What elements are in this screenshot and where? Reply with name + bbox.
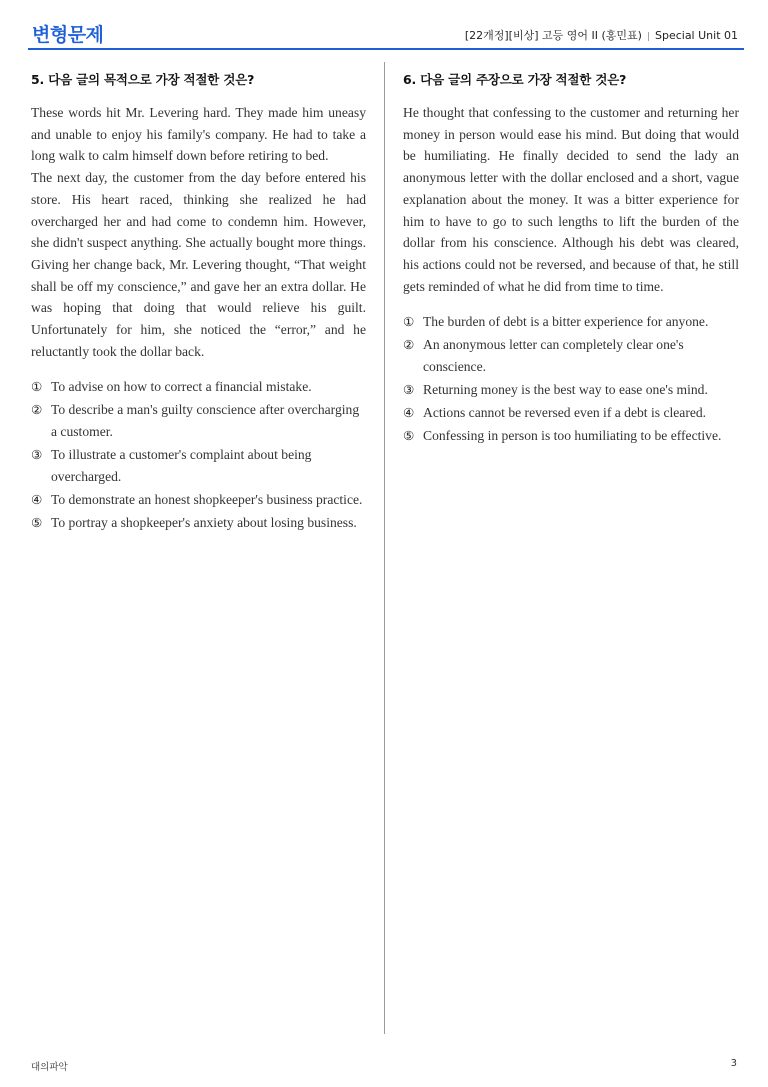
question-title: 6. 다음 글의 주장으로 가장 적절한 것은? xyxy=(403,72,627,87)
answer-choice[interactable] xyxy=(31,489,366,511)
answer-choices xyxy=(403,311,739,447)
choice-number: ⑤ xyxy=(31,515,43,531)
choice-number: ③ xyxy=(403,382,415,398)
answer-choices xyxy=(31,376,366,534)
choice-text: An anonymous letter can completely clear one's conscience. xyxy=(423,337,684,375)
column-divider xyxy=(384,62,385,1034)
choice-number: ⑤ xyxy=(403,428,415,444)
answer-choice[interactable] xyxy=(31,512,366,534)
answer-choice[interactable] xyxy=(403,311,739,333)
answer-choice[interactable] xyxy=(403,425,739,447)
page-number: 3 xyxy=(730,1058,737,1069)
answer-choice[interactable] xyxy=(31,444,366,488)
choice-number: ② xyxy=(31,402,43,418)
unit-name: Special Unit 01 xyxy=(654,29,738,42)
choice-text: To demonstrate an honest shopkeeper's business practice. xyxy=(51,492,363,508)
choice-number: ① xyxy=(31,379,43,395)
header-rule xyxy=(28,48,744,50)
choice-text: Actions cannot be reversed even if a debt is cleared. xyxy=(423,405,707,421)
question-6 xyxy=(403,70,739,448)
passage-paragraph: The next day, the customer from the day before entered his store. His heart raced, thinking she realized he had overcharged her and had come to condemn him. However, she didn't suspect anything. She actually bought more things. Giving her change back, Mr. Levering thought, “That weight shall be off my conscience,” and gave her an extra dollar. He was hoping that doing that would relieve his guilt. Unfortunately for him, she noticed the “error,” and he reluctantly took the dollar back. xyxy=(31,170,366,359)
passage-paragraph: These words hit Mr. Levering hard. They made him uneasy and unable to enjoy his family's company. He had to take a long walk to calm himself down before retiring to bed. xyxy=(31,105,366,164)
choice-text: To advise on how to correct a financial mistake. xyxy=(51,379,312,395)
answer-choice[interactable] xyxy=(403,379,739,401)
answer-choice[interactable] xyxy=(31,399,366,443)
choice-text: The burden of debt is a bitter experience for anyone. xyxy=(423,314,709,330)
choice-number: ① xyxy=(403,314,415,330)
header-separator: | xyxy=(646,32,650,42)
header-course-info xyxy=(465,27,738,43)
choice-number: ④ xyxy=(403,405,415,421)
answer-choice[interactable] xyxy=(31,376,366,398)
answer-choice[interactable] xyxy=(403,402,739,424)
choice-text: To portray a shopkeeper's anxiety about losing business. xyxy=(51,515,357,531)
choice-text: To describe a man's guilty conscience after overcharging a customer. xyxy=(51,402,360,440)
footer-publisher: 대의파악 xyxy=(31,1062,68,1073)
choice-number: ③ xyxy=(31,447,43,463)
choice-number: ④ xyxy=(31,492,43,508)
question-5 xyxy=(31,70,366,535)
choice-text: Confessing in person is too humiliating to be effective. xyxy=(423,428,722,444)
choice-text: To illustrate a customer's complaint about being overcharged. xyxy=(51,447,312,485)
course-name: [22개정][비상] 고등 영어 II (홍민표) xyxy=(464,29,642,42)
question-title: 5. 다음 글의 목적으로 가장 적절한 것은? xyxy=(31,72,255,87)
passage-paragraph: He thought that confessing to the customer and returning her money in person would ease his mind. But doing that would be humiliating. He finally decided to send the lady an anonymous letter with the dollar enclosed and a short, vague explanation about the money. It was a bitter experience for him to have to go to such lengths to lift the burden of the dollar from his conscience. Although his debt was cleared, his actions could not be reversed, and because of that, he still gets reminded of what he did from time to time. xyxy=(403,105,739,294)
answer-choice[interactable] xyxy=(403,334,739,378)
choice-text: Returning money is the best way to ease one's mind. xyxy=(423,382,708,398)
choice-number: ② xyxy=(403,337,415,353)
page-header-title: 변형문제 xyxy=(32,24,104,46)
